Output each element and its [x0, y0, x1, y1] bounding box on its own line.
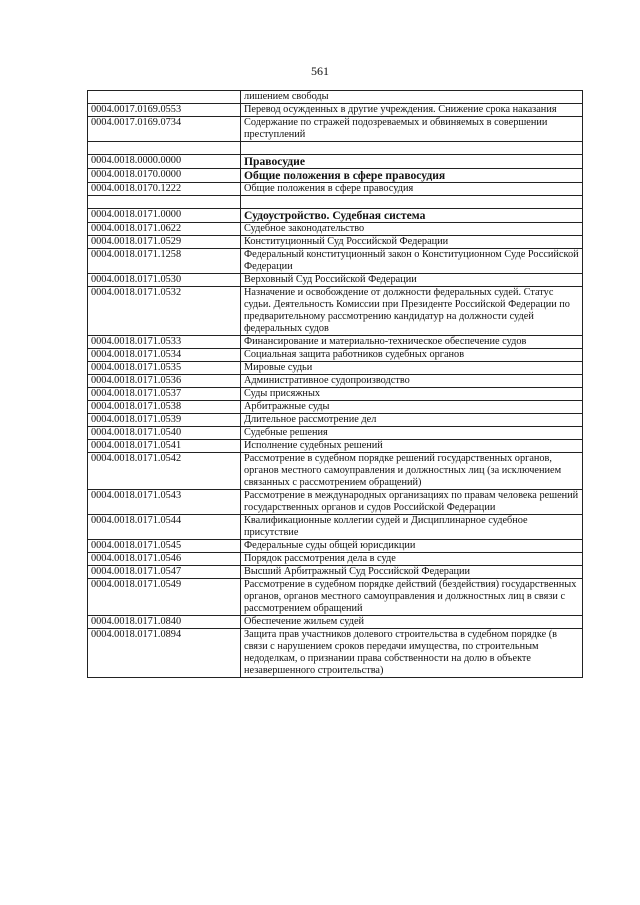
- table-row: [88, 91, 583, 104]
- table-row: [88, 223, 583, 236]
- table-row: [88, 362, 583, 375]
- row-name-cell: Мировые судьи: [241, 362, 583, 375]
- row-code-cell: 0004.0018.0171.0532: [88, 287, 241, 336]
- row-name-cell: Порядок рассмотрения дела в суде: [241, 553, 583, 566]
- row-code-cell: 0004.0018.0171.0540: [88, 427, 241, 440]
- row-name-cell: Судебное законодательство: [241, 223, 583, 236]
- table-row: [88, 183, 583, 196]
- row-code-cell: 0004.0018.0171.0622: [88, 223, 241, 236]
- table-row: [88, 540, 583, 553]
- table-row: [88, 401, 583, 414]
- row-code-cell: 0004.0018.0171.0538: [88, 401, 241, 414]
- row-code-cell: 0004.0018.0171.0549: [88, 579, 241, 616]
- table-row: [88, 440, 583, 453]
- row-code-cell: 0004.0018.0170.0000: [88, 169, 241, 183]
- row-code-cell: 0004.0018.0171.1258: [88, 249, 241, 274]
- table-body: [88, 91, 583, 678]
- row-code-cell: 0004.0018.0171.0840: [88, 616, 241, 629]
- table-row-heading: [88, 209, 583, 223]
- table-row: [88, 274, 583, 287]
- row-code-cell: 0004.0018.0171.0536: [88, 375, 241, 388]
- row-code-cell: 0004.0018.0171.0533: [88, 336, 241, 349]
- row-name-cell: Арбитражные суды: [241, 401, 583, 414]
- row-code-cell: 0004.0018.0171.0544: [88, 515, 241, 540]
- row-code-cell: [88, 142, 241, 155]
- row-name-cell: Обеспечение жильем судей: [241, 616, 583, 629]
- row-code-cell: 0004.0018.0171.0542: [88, 453, 241, 490]
- row-code-cell: 0004.0018.0171.0534: [88, 349, 241, 362]
- row-code-cell: [88, 91, 241, 104]
- page-number: 561: [311, 64, 329, 78]
- row-name-cell: Финансирование и материально-техническое обеспечение судов: [241, 336, 583, 349]
- row-name-cell: Судебные решения: [241, 427, 583, 440]
- table-row-spacer: [88, 196, 583, 209]
- table-row: [88, 490, 583, 515]
- row-code-cell: [88, 196, 241, 209]
- row-code-cell: 0004.0018.0171.0530: [88, 274, 241, 287]
- table-row: [88, 515, 583, 540]
- table-row: [88, 579, 583, 616]
- row-name-cell: [241, 142, 583, 155]
- row-name-cell: Исполнение судебных решений: [241, 440, 583, 453]
- row-code-cell: 0004.0018.0171.0546: [88, 553, 241, 566]
- table-row-heading: [88, 155, 583, 169]
- row-code-cell: 0004.0018.0171.0541: [88, 440, 241, 453]
- table-row: [88, 616, 583, 629]
- row-code-cell: 0004.0018.0171.0535: [88, 362, 241, 375]
- table-row: [88, 553, 583, 566]
- row-name-cell: Верховный Суд Российской Федерации: [241, 274, 583, 287]
- row-name-cell: Федеральный конституционный закон о Конституционном Суде Российской Федерации: [241, 249, 583, 274]
- row-name-cell: Длительное рассмотрение дел: [241, 414, 583, 427]
- row-name-cell: Федеральные суды общей юрисдикции: [241, 540, 583, 553]
- row-code-cell: 0004.0018.0171.0529: [88, 236, 241, 249]
- table-row: [88, 287, 583, 336]
- row-name-cell: Социальная защита работников судебных органов: [241, 349, 583, 362]
- row-name-cell: Назначение и освобождение от должности федеральных судей. Статус судьи. Деятельность Комиссии при Президенте Российской Федерации по предварительному рассмотрению кандидатур на должности судей федеральных судов: [241, 287, 583, 336]
- row-code-cell: 0004.0018.0171.0543: [88, 490, 241, 515]
- row-code-cell: 0004.0018.0171.0537: [88, 388, 241, 401]
- table-row: [88, 427, 583, 440]
- table-row: [88, 375, 583, 388]
- row-name-cell: Правосудие: [241, 155, 583, 169]
- table-row: [88, 249, 583, 274]
- row-name-cell: Перевод осужденных в другие учреждения. Снижение срока наказания: [241, 104, 583, 117]
- row-code-cell: 0004.0018.0171.0000: [88, 209, 241, 223]
- row-code-cell: 0004.0018.0170.1222: [88, 183, 241, 196]
- row-name-cell: Суды присяжных: [241, 388, 583, 401]
- row-code-cell: 0004.0018.0000.0000: [88, 155, 241, 169]
- row-name-cell: Рассмотрение в международных организациях по правам человека решений государственных органов и судов Российской Федерации: [241, 490, 583, 515]
- table-row: [88, 336, 583, 349]
- table-row: [88, 236, 583, 249]
- row-name-cell: Общие положения в сфере правосудия: [241, 183, 583, 196]
- row-name-cell: Административное судопроизводство: [241, 375, 583, 388]
- row-name-cell: Конституционный Суд Российской Федерации: [241, 236, 583, 249]
- row-code-cell: 0004.0017.0169.0553: [88, 104, 241, 117]
- table-row: [88, 388, 583, 401]
- row-name-cell: Общие положения в сфере правосудия: [241, 169, 583, 183]
- table-row: [88, 414, 583, 427]
- table-row-heading: [88, 169, 583, 183]
- table-row: [88, 117, 583, 142]
- row-name-cell: Защита прав участников долевого строительства в судебном порядке (в связи с нарушением сроков передачи имущества, по строительным недоделкам, о признании права собственности на долю в объекте незавершенного строительства): [241, 629, 583, 678]
- table-row: [88, 629, 583, 678]
- row-code-cell: 0004.0018.0171.0545: [88, 540, 241, 553]
- row-code-cell: 0004.0018.0171.0894: [88, 629, 241, 678]
- table-row: [88, 104, 583, 117]
- row-name-cell: Квалификационные коллегии судей и Дисциплинарное судебное присутствие: [241, 515, 583, 540]
- table-row: [88, 453, 583, 490]
- row-name-cell: Рассмотрение в судебном порядке действий (бездействия) государственных органов, органов местного самоуправления и должностных лиц в связи с рассмотрением обращений: [241, 579, 583, 616]
- table-row: [88, 349, 583, 362]
- row-name-cell: Судоустройство. Судебная система: [241, 209, 583, 223]
- table-row-spacer: [88, 142, 583, 155]
- table-row: [88, 566, 583, 579]
- row-code-cell: 0004.0017.0169.0734: [88, 117, 241, 142]
- row-name-cell: Высший Арбитражный Суд Российской Федерации: [241, 566, 583, 579]
- row-name-cell: [241, 196, 583, 209]
- row-name-cell: Содержание по стражей подозреваемых и обвиняемых в совершении преступлений: [241, 117, 583, 142]
- row-code-cell: 0004.0018.0171.0547: [88, 566, 241, 579]
- row-name-cell: Рассмотрение в судебном порядке решений государственных органов, органов местного самоуправления и должностных лиц (за исключением связанных с рассмотрением обращений): [241, 453, 583, 490]
- classifier-table: [87, 90, 583, 678]
- row-code-cell: 0004.0018.0171.0539: [88, 414, 241, 427]
- row-name-cell: лишением свободы: [241, 91, 583, 104]
